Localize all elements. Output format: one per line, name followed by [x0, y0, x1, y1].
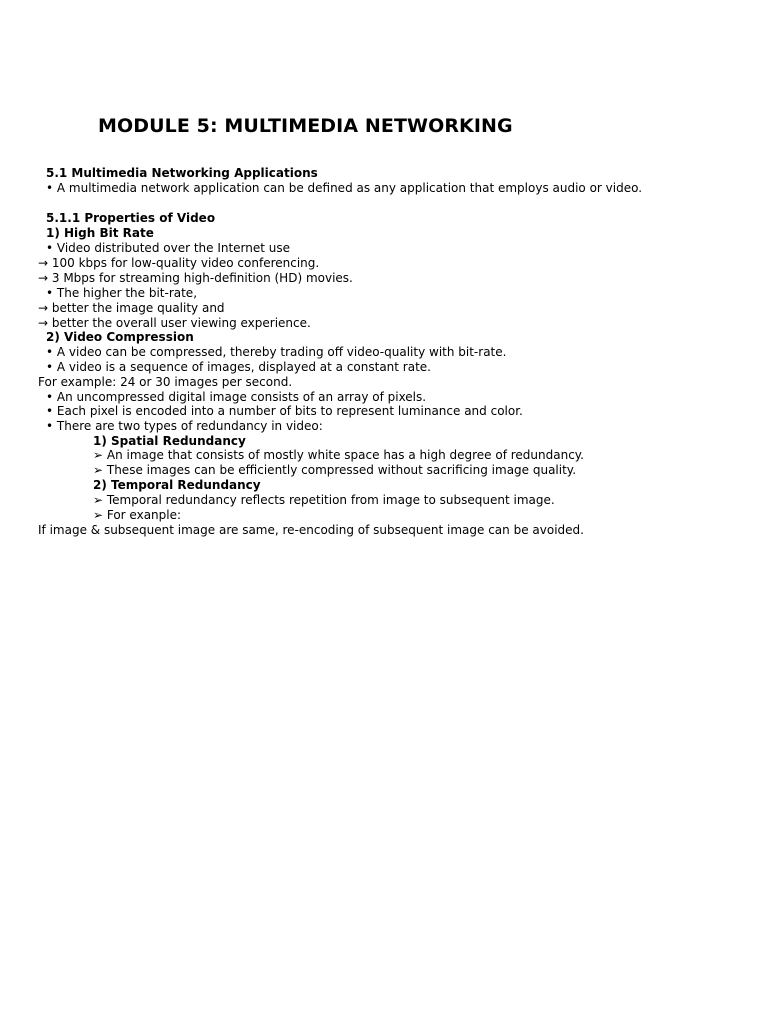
- numbered-heading: 1) High Bit Rate: [46, 226, 154, 240]
- bullet-line: • A multimedia network application can be defined as any application that employs audio or video.: [46, 181, 643, 195]
- numbered-heading: 1) Spatial Redundancy: [93, 434, 246, 448]
- bullet-line: • There are two types of redundancy in video:: [46, 419, 323, 433]
- example-line: For example: 24 or 30 images per second.: [38, 375, 293, 389]
- sub-bullet-line: ➢ An image that consists of mostly white space has a high degree of redundancy.: [93, 448, 584, 462]
- arrow-line: → 100 kbps for low-quality video conferencing.: [38, 256, 320, 270]
- sub-bullet-line: ➢ These images can be efficiently compressed without sacrificing image quality.: [93, 463, 577, 477]
- arrow-line: → better the image quality and: [38, 301, 225, 315]
- subsection-heading: 5.1.1 Properties of Video: [46, 211, 216, 225]
- numbered-heading: 2) Temporal Redundancy: [93, 478, 261, 492]
- bullet-line: • The higher the bit-rate,: [46, 286, 198, 300]
- module-title: MODULE 5: MULTIMEDIA NETWORKING: [98, 115, 513, 137]
- arrow-line: → 3 Mbps for streaming high-definition (HD) movies.: [38, 271, 353, 285]
- numbered-heading: 2) Video Compression: [46, 330, 194, 344]
- section-heading: 5.1 Multimedia Networking Applications: [46, 166, 318, 180]
- sub-bullet-line: ➢ Temporal redundancy reflects repetition from image to subsequent image.: [93, 493, 555, 507]
- arrow-line: → better the overall user viewing experience.: [38, 316, 311, 330]
- bullet-line: • A video can be compressed, thereby trading off video-quality with bit-rate.: [46, 345, 507, 359]
- bullet-line: • A video is a sequence of images, displayed at a constant rate.: [46, 360, 431, 374]
- bullet-line: • Each pixel is encoded into a number of bits to represent luminance and color.: [46, 404, 523, 418]
- sub-bullet-line: ➢ For exanple:: [93, 508, 182, 522]
- example-line: If image & subsequent image are same, re-encoding of subsequent image can be avoided.: [38, 523, 584, 537]
- bullet-line: • Video distributed over the Internet use: [46, 241, 291, 255]
- bullet-line: • An uncompressed digital image consists of an array of pixels.: [46, 390, 427, 404]
